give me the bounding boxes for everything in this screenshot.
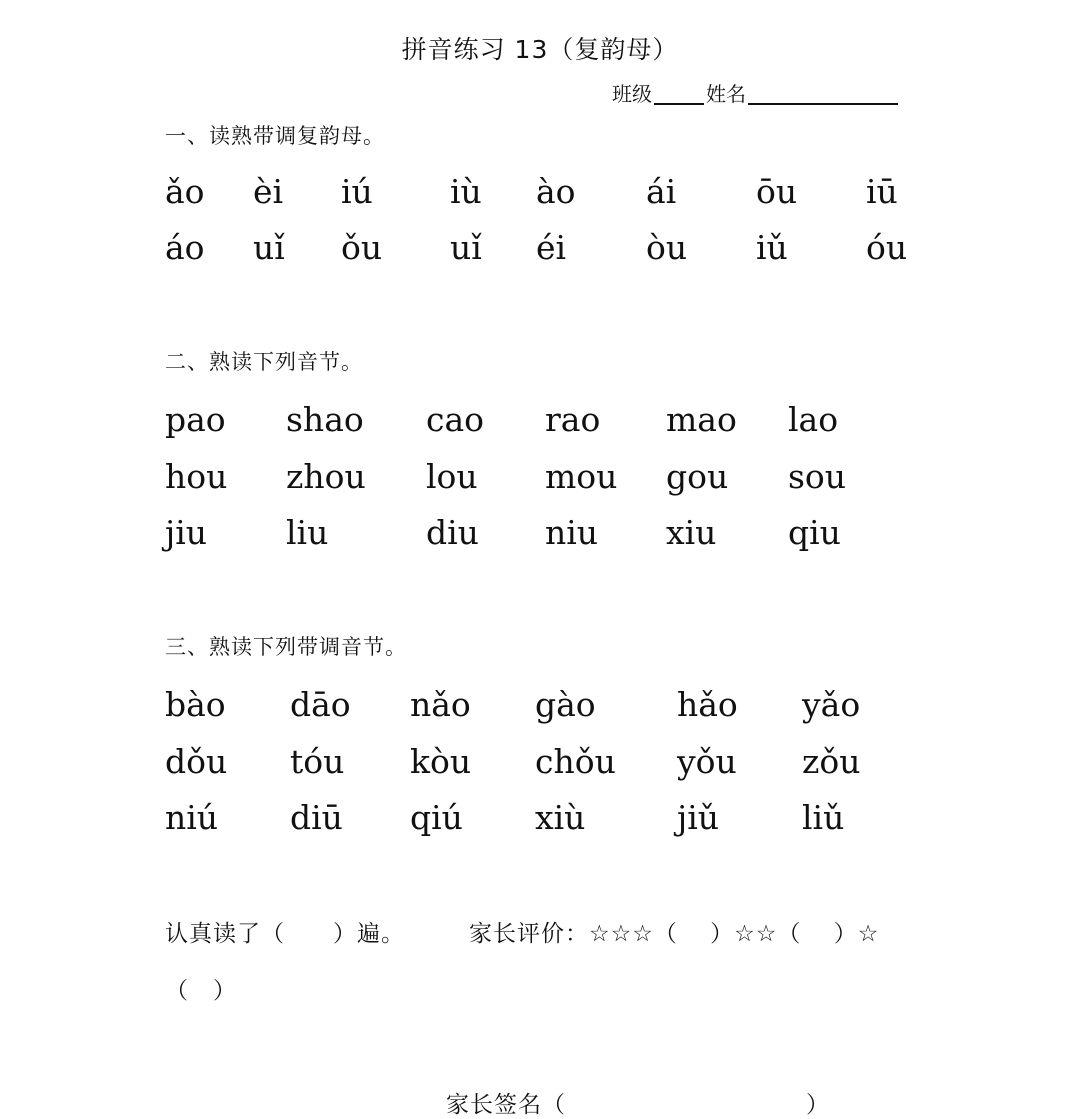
section3-syllable: dǒu	[165, 742, 228, 781]
section3-heading: 三、熟读下列带调音节。	[165, 635, 407, 659]
section3-syllable: bào	[165, 685, 226, 724]
section3-syllable: chǒu	[535, 742, 616, 781]
section3-syllable: diū	[290, 798, 343, 837]
section2-syllable: pao	[165, 400, 226, 439]
parent-signature-line: 家长签名（ ）	[446, 1092, 830, 1118]
section1-syllable: áo	[165, 228, 205, 267]
section1-heading: 一、读熟带调复韵母。	[165, 124, 385, 148]
name-blank	[748, 83, 898, 105]
section1-syllable: òu	[646, 228, 688, 267]
section3-syllable: tóu	[290, 742, 345, 781]
section2-syllable: lou	[426, 457, 478, 496]
section3-syllable: xiù	[535, 798, 586, 837]
worksheet-title: 拼音练习 13（复韵母）	[401, 35, 679, 64]
rating-continued-line: （ ）	[165, 978, 237, 1004]
section1-syllable: èi	[253, 172, 284, 211]
section2-syllable: lao	[788, 400, 839, 439]
section2-syllable: mao	[666, 400, 737, 439]
section1-syllable: ǒu	[341, 228, 383, 267]
section2-syllable: mou	[545, 457, 618, 496]
section3-syllable: gào	[535, 685, 596, 724]
parent-rating-line: 家长评价：☆☆☆（ ）☆☆（ ）☆	[469, 921, 880, 947]
section2-syllable: cao	[426, 400, 485, 439]
section1-syllable: iǔ	[756, 228, 788, 267]
class-label: 班级	[612, 82, 652, 106]
section2-syllable: liu	[286, 513, 329, 552]
read-times-line: 认真读了（ ）遍。	[165, 921, 405, 947]
class-name-line	[612, 78, 900, 107]
section1-syllable: ǎo	[165, 172, 205, 211]
section3-syllable: hǎo	[677, 685, 738, 724]
section3-syllable: yǒu	[677, 742, 737, 781]
section3-syllable: liǔ	[802, 798, 845, 837]
section2-syllable: zhou	[286, 457, 366, 496]
section1-syllable: éi	[536, 228, 567, 267]
section1-syllable: uǐ	[450, 228, 482, 267]
section1-syllable: iú	[341, 172, 373, 211]
section2-syllable: diu	[426, 513, 479, 552]
section1-syllable: iù	[450, 172, 482, 211]
section1-syllable: ái	[646, 172, 677, 211]
section2-syllable: rao	[545, 400, 601, 439]
section2-syllable: niu	[545, 513, 599, 552]
name-label: 姓名	[706, 82, 746, 106]
section3-syllable: qiú	[410, 798, 463, 837]
section1-syllable: óu	[866, 228, 908, 267]
section1-syllable: ōu	[756, 172, 798, 211]
section2-syllable: jiu	[165, 513, 208, 552]
section3-syllable: niú	[165, 798, 219, 837]
section3-syllable: jiǔ	[677, 798, 720, 837]
section2-syllable: hou	[165, 457, 228, 496]
section2-syllable: shao	[286, 400, 364, 439]
section2-syllable: gou	[666, 457, 729, 496]
section3-syllable: zǒu	[802, 742, 861, 781]
section3-syllable: kòu	[410, 742, 472, 781]
section1-syllable: iū	[866, 172, 898, 211]
section2-syllable: sou	[788, 457, 847, 496]
section1-syllable: uǐ	[253, 228, 285, 267]
section2-heading: 二、熟读下列音节。	[165, 350, 363, 374]
section1-syllable: ào	[536, 172, 576, 211]
section3-syllable: nǎo	[410, 685, 471, 724]
class-blank	[654, 83, 704, 105]
section3-syllable: yǎo	[802, 685, 861, 724]
section2-syllable: qiu	[788, 513, 841, 552]
section2-syllable: xiu	[666, 513, 717, 552]
section3-syllable: dāo	[290, 685, 351, 724]
